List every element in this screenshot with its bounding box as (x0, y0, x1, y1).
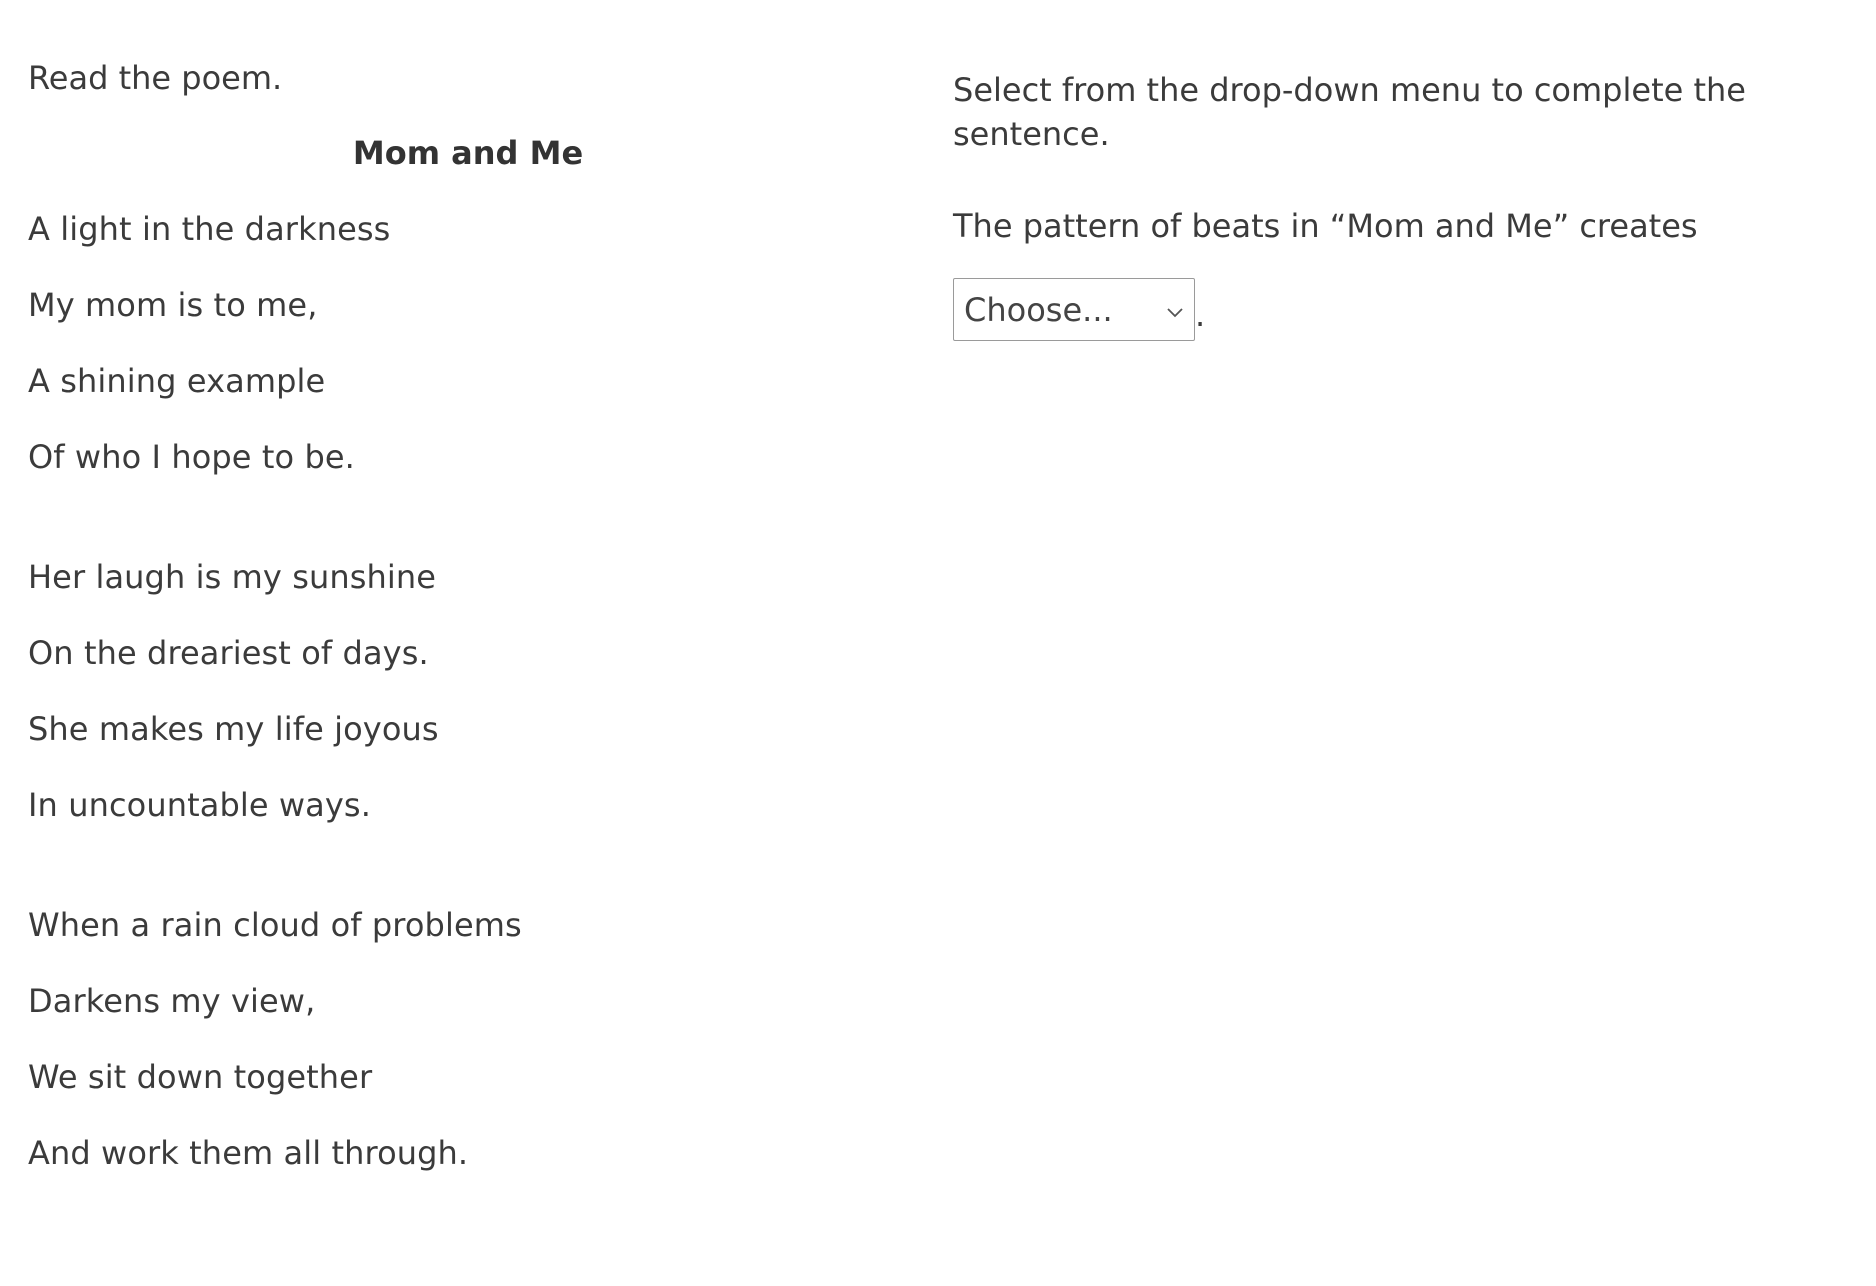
poem-passage (28, 56, 908, 1175)
question-sentence: The pattern of beats in “Mom and Me” creates (953, 207, 1698, 245)
poem-line: We sit down together (28, 1058, 373, 1096)
poem-line: A light in the darkness (28, 210, 391, 248)
poem-title: Mom and Me (352, 134, 584, 172)
poem-line: She makes my life joyous (28, 710, 439, 748)
poem-line: And work them all through. (28, 1134, 469, 1172)
poem-line: Of who I hope to be. (28, 438, 355, 476)
question-instruction: Select from the drop-down menu to complete the sentence. (953, 71, 1746, 153)
poem-line: When a rain cloud of problems (28, 906, 522, 944)
dropdown-selected-value: Choose... (964, 290, 1113, 329)
poem-line: My mom is to me, (28, 286, 318, 324)
poem-line: A shining example (28, 362, 326, 400)
poem-line: In uncountable ways. (28, 786, 371, 824)
stanza-2 (28, 555, 908, 827)
chevron-down-icon (1166, 304, 1184, 316)
poem-line: Darkens my view, (28, 982, 316, 1020)
passage-instruction: Read the poem. (28, 59, 283, 97)
question-panel (953, 68, 1833, 341)
poem-line: Her laugh is my sunshine (28, 558, 437, 596)
answer-row (953, 278, 1833, 341)
sentence-period: . (1195, 296, 1206, 334)
poem-line: On the dreariest of days. (28, 634, 429, 672)
stanza-3 (28, 903, 908, 1175)
answer-dropdown[interactable] (953, 278, 1195, 341)
stanza-1 (28, 207, 908, 479)
